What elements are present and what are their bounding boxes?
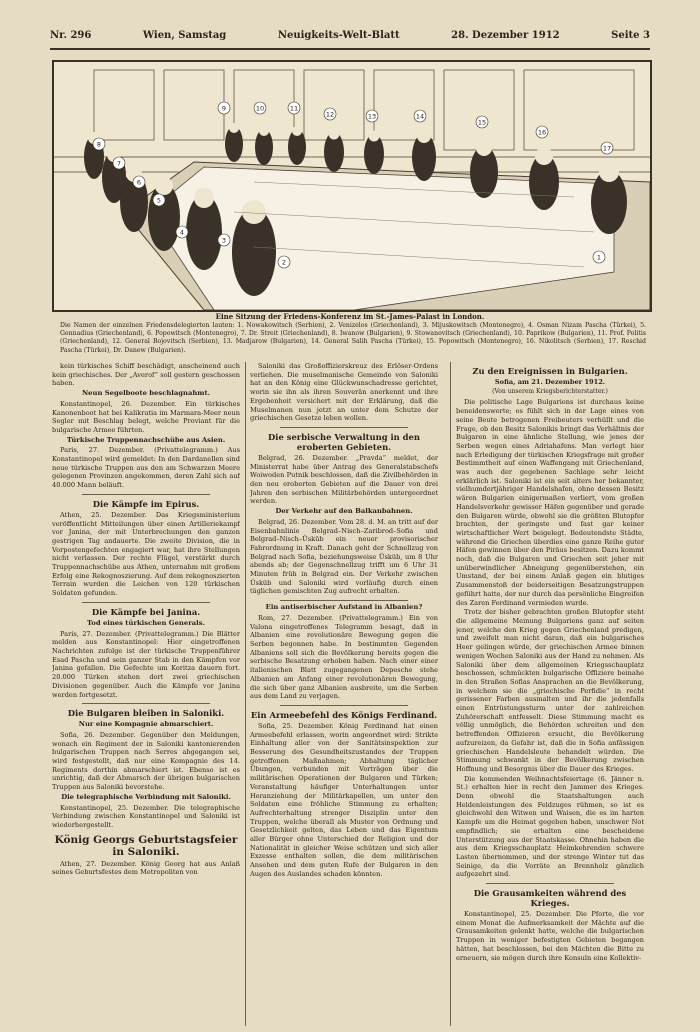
divider	[486, 883, 614, 884]
divider	[280, 705, 408, 706]
article-text: Die politische Lage Bulgariens ist durchaus keine beneidenswerte; es fühlt sich in der Lage eines von seine Beute betrogenen Freibeuters verhüllt und die Frage, ob den Besitz Salonikis bringt das Verhältnis der Bulgaren in eine ähnliche Stellung, wie jenes der Serben wegen eines Adriahafens. Man verlegt hier nach Erledigung der türkischen Kriegsfrage mit großer Bestimmtheit auf einen Waffengang mit Griechenland, was auch der gegebenen Sachlage sehr leicht erklärlich ist. Saloniki ist ein seit alters her bekannter, vielhumdertjähriger Handelshafen, ohne dessen Besitz wären Bulgarien einigermaßen verliert, vom großen Handelsverkehr gewisser Häfen gegenüber und gerade den Bulgaren würde, obwohl sie die größten Blutopfer brachten, der geringste und fast gar keiner wirtschaftlicher Wert beigelegt. Bedeutendste Städte, während die Griechen überdies eine ganze Reihe guter Häfen gewinnen über den Piräus besitzen. Dazu kommt noch, daß die Bulgaren und Griechen seit jeher mit unüberwindlicher Abneigung gegenüberstehen, ein Umstand, der bei einem Anlaß gegen ein blutiges Zusammenstoß der beiderseitigen Besatzungstruppen geführt hatte, der nur durch das persönliche Eingreifen des Zaren Ferdinand vermieden wurde.	[456, 398, 644, 607]
article-text: Die kommenden Weihnachtsfeiertage (6. Jänner n. St.) erhalten hier in recht den Jammer des Krieges. Denn obwohl die Staatshaltungen auch Heldenleistungen des Feldzuges rühmen, so ist es gleichwohl den Witwen und Waisen, die es im harten Kampfe um die Heimat gegeben haben, unschwer Not empfindlich; sie erhalten eine bescheidene Unterstützung aus der Staatskasse. Ohnehin haben die aus dem Kriegsschauplatz Heimkehrenden schwere Lasten übernommen, und der strenge Winter tut das Seinige, da die Vorräte an Brennholz gänzlich aufgezehrt sind.	[456, 774, 644, 879]
illustration-caption: Eine Sitzung der Friedens-Konferenz im St.-James-Palast in London.	[215, 312, 485, 321]
article-text: Belgrad, 26. Dezember. Vom 28. d. M. an tritt auf der Eisenbahnlinie Belgrad–Nisch–Zaribrod–Sofia und Belgrad–Nisch–Üsküb ein neuer provisorischer Fahrordnung in Kraft. Danach geht der Schnellzug von Belgrad nach Sofia, beziehungsweise Üsküb, um 8 Uhr abends ab; der Gegenschnellzug trifft um 6 Uhr 31 Minuten früh in Belgrad ein. Der Verkehr zwischen Üsküb und Saloniki wird vorläufig durch einen täglichen gemischten Zug aufrecht erhalten.	[250, 517, 438, 596]
article-heading: Ein Armeebefehl des Königs Ferdinand.	[250, 709, 438, 720]
article-text: Rom, 27. Dezember. (Privattelegramm.) Ein von Valona eingetroffenes Telegramm besagt, daß in Albanien eine revolutionäre Bewegung gegen die Serben begonnen habe. In bestimmten Gegenden Albaniens soll sich die Bevölkerung bereits gegen die serbische Besatzung erhoben haben. Nach einer einer italienischen Blatt zugegangenen Depesche stehe Albanien am Anfang einer revolutionären Bewegung, die sich über ganz Albanien ausbreite, um die Serben aus dem Land zu verjagen.	[250, 613, 438, 701]
delegate-names: Die Namen der einzelnen Friedensdelegierten lauten: 1. Nowakowitsch (Serbien), 2. Venizelos (Griechenland), 3. Mijuskowitsch (Montenegro), 4. Osman Nizam Pascha (Türkei), 5. Gennadius (Griechenland), 6. Popowitsch (Montenegro), 7. Dr. Streit (Griechenland), 8. Iwanow (Bulgarien), 9. Stowanovitsch (Griechenland), 10. Paprikow (Bulgarien), 11. Prof. Politis (Griechenland), 12. General Bojovitsch (Serbien), 13. Madjarow (Bulgarien), 14. General Salih Pascha (Türkei), 15. Popowitsch (Montenegro), 16. Nikolitsch (Serbien), 17. Reschid Pascha (Türkei), Dr. Danew (Bulgarien).	[60, 322, 646, 354]
delegate-label: 15	[477, 118, 487, 127]
article-text: Saloniki das Großoffizierskreuz des Erlöser-Ordens verliehen. Die muselmanische Gemeinde von Saloniki hat an den König eine Glückwunschadresse gerichtet, worin sie ihn als ihren Souverän anerkennt und ihre Ergebenheit versichert mit der Erklärung, daß die Muselmanen nun jetzt an unter dem Schutze der griechischen Gesetze leben wollen.	[250, 362, 438, 423]
delegate-label: 17	[602, 144, 612, 153]
article-text: Konstantinopel, 26. Dezember. Ein türkisches Kanonenboot hat bei Kalikratia im Marmara-Meer neun Segler mit Beschlag belegt, welche Proviant für die bulgarische Armee führten.	[52, 399, 240, 434]
delegate-label: 2	[281, 258, 287, 267]
delegate-label: 10	[255, 104, 265, 113]
divider	[82, 602, 210, 603]
article-text: Paris, 27. Dezember. (Privattelegramm.) Die Blätter melden aus Konstantinopel: Hier eingetroffenen Nachrichten zufolge ist der türkische Truppenführer Esad Pascha und sein ganzer Stab in den Kämpfen vor Janina gefallen. Die Gefechte um Koritza dauern fort. 20.000 Türken stehen dort zwei griechischen Divisionen gegenüber. Auch die Kämpfe vor Janina werden fortgesetzt.	[52, 629, 240, 699]
article-text: Athen, 25. Dezember. Das Kriegsministerium veröffentlicht Mitteilungen über einen Artilleriekampf vor Janina, der mit Unterbrechungen den ganzen gestrigen Tag andauerte. Die zweite Division, die in Vorpostengefechten engagiert war, hat ihre Stellungen nicht verlassen. Der rechte Flügel, verstärkt durch Truppennachschübe aus Athen, unternahm mit großem Erfolg eine Rekognoszierung. Auf dem rekognoszierten Terrain wurden die Leichen von 120 türkischen Soldaten gefunden.	[52, 510, 240, 598]
delegate-label: 7	[116, 159, 122, 168]
divider	[82, 703, 210, 704]
delegate-label: 3	[221, 236, 227, 245]
divider	[280, 600, 408, 601]
divider	[280, 427, 408, 428]
place-day: Wien, Samstag	[142, 29, 227, 41]
conference-drawing	[54, 62, 650, 310]
delegate-label: 13	[367, 112, 377, 121]
conference-illustration	[52, 60, 652, 312]
dateline: Sofia, am 21. Dezember 1912.	[494, 378, 606, 386]
column-2	[250, 362, 438, 1026]
article-heading: Die telegraphische Verbindung mit Saloniki.	[61, 792, 231, 801]
article-heading: Die Kämpfe im Epirus.	[92, 498, 200, 509]
article-subheading: Tod eines türkischen Generals.	[87, 618, 205, 627]
article-text: Athen, 27. Dezember. König Georg hat aus Anlaß seines Geburtsfestes dem Metropoliten von	[52, 859, 240, 877]
column-divider	[245, 362, 246, 1026]
delegate-label: 11	[289, 104, 299, 113]
delegate-label: 1	[596, 253, 602, 262]
delegate-label: 5	[156, 196, 162, 205]
article-heading: Die Kämpfe bei Janina.	[91, 606, 201, 617]
article-heading: Die Bulgaren bleiben in Saloniki.	[67, 708, 225, 719]
article-subheading: Nur eine Kompagnie abmarschiert.	[78, 720, 214, 729]
article-heading: Ein antiserbischer Aufstand in Albanien?	[265, 603, 423, 612]
delegate-label: 14	[415, 112, 425, 121]
issue-number: Nr. 296	[50, 29, 92, 41]
article-heading: Der Verkehr auf den Balkanbahnen.	[275, 507, 413, 516]
article-text: Sofia, 25. Dezember. König Ferdinand hat einen Armeebefehl erlassen, worin angeordnet wird: Strikte Einhaltung aller von der Sanitätsinspektion zur Besserung des Gesundheitszustandes der Truppen getroffenen Maßnahmen; Abhaltung täglicher Übungen, verbunden mit Vorträgen über die militärischen Operationen der Bulgaren und Türken; Veranstaltung häufiger Unterhaltungen unter Heranziehung der Militärkapellen, um unter den Soldaten eine fröhliche Stimmung zu erhalten; Aufrechterhaltung strenger Disziplin unter den Truppen, welche überall als Muster von Ordnung und Gesetzlichkeit gelten, das Leben und das Eigentum aller Bürger ohne Unterschied der Religion und der Nationalität in gleicher Weise schützen und sich aller Exzesse enthalten sollen, die dem militärischen Ansehen und dem guten Rufe der Bulgaren in den Augen des Auslandes schaden könnten.	[250, 721, 438, 878]
byline: (Von unserem Kriegsberichterstatter.)	[492, 387, 608, 395]
column-3	[456, 362, 644, 1026]
article-heading: König Georgs Geburtstagsfeier in Saloniki.	[54, 833, 238, 858]
article-heading: Neun Segelboote beschlagnahmt.	[81, 389, 211, 398]
delegate-label: 16	[537, 128, 547, 137]
article-text: Belgrad, 26. Dezember. „Pravda“ meldet, der Ministerrat habe über Antrag des Generalstabschefs Woiwoden Putnik beschlossen, daß die Zivilbehörden in den neu eroberten Gebieten auf die Dauer von drei Jahren den serbischen Militärbehörden untergeordnet werden.	[250, 453, 438, 506]
article-text: kein türkisches Schiff beschädigt, anscheinend auch kein griechisches. Der „Averof“ soll gestern geschossen haben.	[52, 362, 240, 388]
article-heading: Die Grausamkeiten während des Krieges.	[473, 888, 627, 909]
article-text: Sofia, 26. Dezember. Gegenüber den Meldungen, wonach ein Regiment der in Saloniki kantonierenden bulgarischen Truppen nach Serres abgegangen sei, wird festgestellt, daß nur eine Kompagnie des 14. Regiments dorthin abmarschiert ist. Ebenso ist es unrichtig, daß der Abmarsch der übrigen bulgarischen Truppen aus Saloniki bevorstehe.	[52, 730, 240, 792]
article-heading: Türkische Truppennachschübe aus Asien.	[66, 435, 226, 444]
column-divider	[450, 362, 451, 1026]
page-number: Seite 3	[611, 29, 650, 41]
article-text: Trotz der bisher gebrachten großen Blutopfer steht die allgemeine Meinung Bulgariens ganz auf seiten jener, welche den Krieg gegen Griechenland predigen, und zweifelt man nicht daran, daß ein bulgarisches Heer gelingen würde, der griechischen Armee binnen wenigen Wochen Saloniki aus der Hand zu nehmen. Als Saloniki über dem allgemeinen Kriegsschauplatz beschossen, schmückten bulgarische Offiziere beinahe in den Straßen Sofias Ansprachen an die Bevölkerung, in welchem sie die „griechische Perfidie“ in recht gerissener Farben ausmalten und ihr die jedenfalls einen Entrüstungssturm unter der zahlreichen Zuhörerschaft entfesselt. Diese Stimmung macht es völlig unmöglich, die Behörden schreiten und den betreffenden Offizieren ersucht, die Bevölkerung aufzureizen, da Gefahr ist, daß die in Sofia anfässigen griechischen Handelsleute behandelt würden. Die Stimmung schwankt in der Bevölkerung zwischen Hoffnung und Besorgnis über die Dauer des Krieges.	[456, 608, 644, 773]
delegate-label: 8	[96, 140, 102, 149]
article-text: Paris, 27. Dezember. (Privattelegramm.) Aus Konstantinopel wird gemeldet: In den Dardanellen sind neue türkische Truppen aus den am Schwarzen Meere gelegenen Provinzen angekommen, deren Zahl sich auf 40.000 Mann beläuft.	[52, 446, 240, 490]
divider	[82, 494, 210, 495]
article-heading: Zu den Ereignissen in Bulgarien.	[472, 366, 628, 376]
article-text: Konstantinopel, 25. Dezember. Die telegraphische Verbindung zwischen Konstantinopel und Saloniki ist wiederhergestellt.	[52, 803, 240, 829]
delegate-label: 12	[325, 110, 335, 119]
page-header	[50, 22, 650, 50]
delegate-label: 6	[136, 178, 142, 187]
newspaper-title: Neuigkeits-Welt-Blatt	[277, 29, 400, 41]
delegate-label: 9	[221, 104, 227, 113]
issue-date: 28. Dezember 1912	[451, 29, 560, 41]
article-heading: Die serbische Verwaltung in den eroberten Gebieten.	[268, 431, 420, 452]
article-text: Konstantinopel, 25. Dezember. Die Pforte, die vor einem Monat die Aufmerksamkeit der Mächte auf die Grausamkeiten gelenkt hatte, welche die bulgarischen Truppen in weniger befestigten Gebieten begangen hätten, hat beschlossen, bei den Mächten die Bitte zu erneuern, sie mögen durch ihre Konsuln eine Kollektiv-	[456, 910, 644, 962]
delegate-label: 4	[179, 228, 185, 237]
column-1	[52, 362, 240, 1026]
